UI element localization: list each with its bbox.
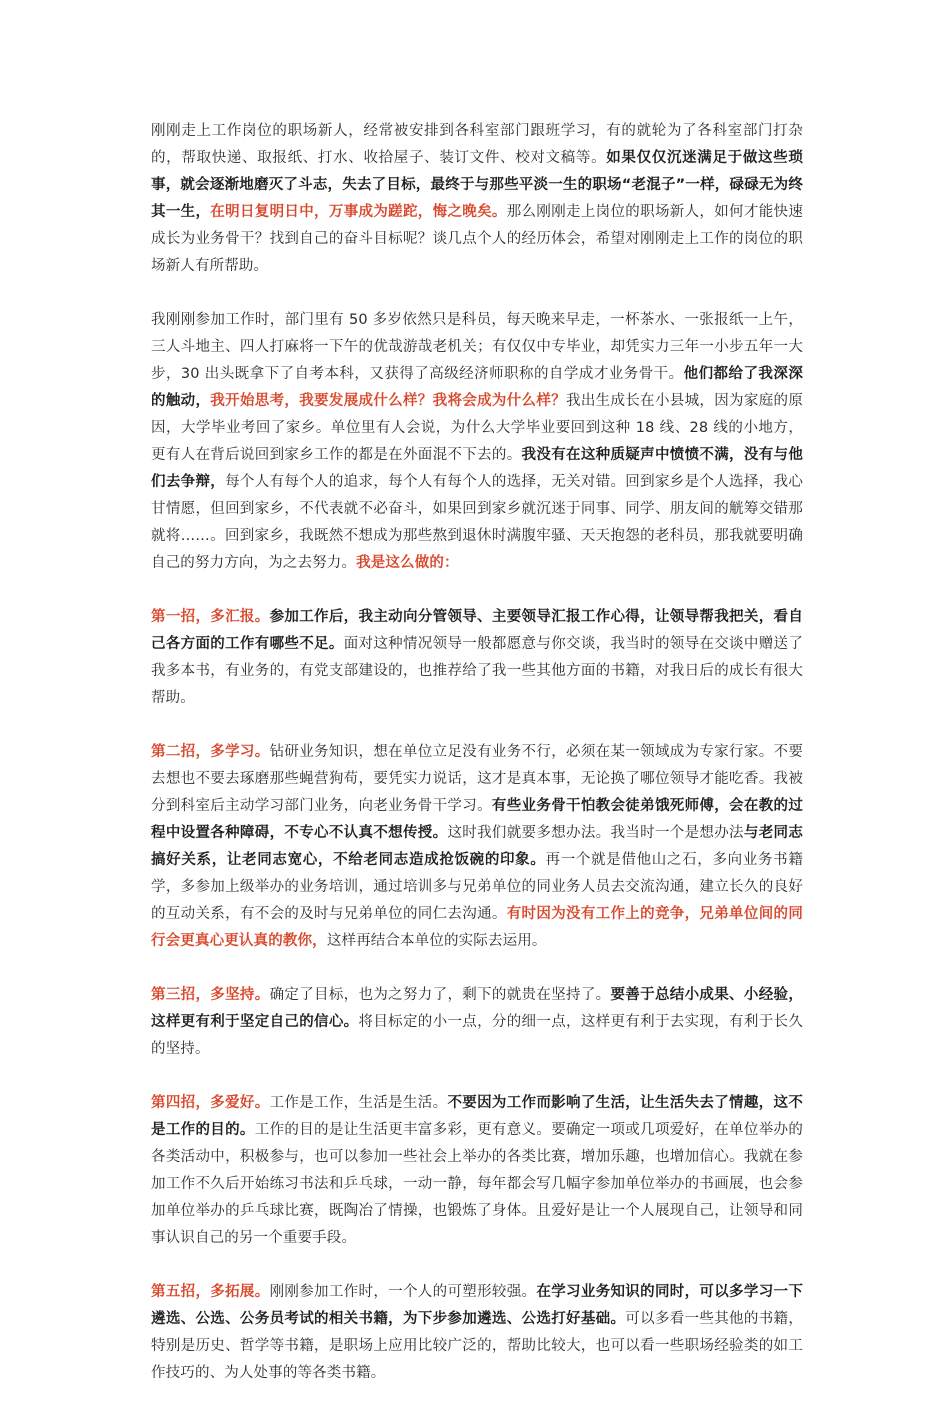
text-segment-highlight: 我是这么做的： bbox=[356, 555, 459, 571]
text-segment-bold: 在学习业务知识的同时，可以多学习一下遴选、公选、公务员考试的相关书籍，为下步参加遴选、公选打好基础。 bbox=[151, 1284, 803, 1327]
document-page bbox=[151, 118, 803, 1414]
text-segment: 刚刚参加工作时，一个人的可塑形较强。 bbox=[269, 1284, 537, 1300]
text-segment: 那么刚刚走上岗位的职场新人，如何才能快速成长为业务骨干？找到自己的奋斗目标呢？谈几点个人的经历体会，希望对刚刚走上工作的岗位的职场新人有所帮助。 bbox=[151, 204, 803, 274]
text-segment-bold: 不要因为工作而影响了生活，让生活失去了情趣，这不是工作的目的。 bbox=[151, 1095, 803, 1138]
tip-heading: 第四招，多爱好。 bbox=[151, 1095, 270, 1111]
text-segment: 每个人有每个人的追求，每个人有每个人的选择，无关对错。回到家乡是个人选择，我心甘情愿，但回到家乡，不代表就不必奋斗，如果回到家乡就沉迷于同事、同学、朋友间的觥筹交错那就将……。回到家乡，我既然不想成为那些熬到退休时满腹牢骚、天天抱怨的老科员，那我就要明确自己的努力方向，为之去努力。 bbox=[151, 474, 803, 571]
text-segment-bold: 要善于总结小成果、小经验，这样更有利于坚定自己的信心。 bbox=[151, 987, 803, 1030]
tip-heading: 第一招，多汇报。 bbox=[151, 609, 270, 625]
text-segment: 我刚刚参加工作时，部门里有 50 多岁依然只是科员，每天晚来早走，一杯茶水、一张报纸一上午，三人斗地主、四人打麻将一下午的优哉游哉老机关；有仅仅中专毕业，却凭实力三年一小步五年一大步，30 出头既拿下了自考本科，又获得了高级经济师职称的自学成才业务骨干。 bbox=[151, 312, 803, 382]
text-segment: 这时我们就要多想办法。我当时一个是想办法 bbox=[447, 825, 744, 841]
paragraph-tip-4 bbox=[151, 1090, 803, 1252]
text-segment-bold: 参加工作后，我主动向分管领导、主要领导汇报工作心得，让领导帮我把关，看自己各方面的工作有哪些不足。 bbox=[151, 609, 803, 652]
text-segment-highlight: 我开始思考，我要发展成什么样？我将会成为什么样？ bbox=[210, 393, 567, 409]
paragraph-tip-3 bbox=[151, 982, 803, 1063]
text-segment: 工作的目的是让生活更丰富多彩，更有意义。要确定一项或几项爱好，在单位举办的各类活动中，积极参与，也可以参加一些社会上举办的各类比赛，增加乐趣，也增加信心。我就在参加工作不久后开始练习书法和乒乓球，一动一静，每年都会写几幅字参加单位举办的书画展，也会参加单位举办的乒乓球比赛，既陶冶了情操，也锻炼了身体。且爱好是让一个人展现自己，让领导和同事认识自己的另一个重要手段。 bbox=[151, 1122, 803, 1246]
text-segment-bold: 我没有在这种质疑声中愤愤不满，没有与他们去争辩， bbox=[151, 447, 803, 490]
text-segment: 将目标定的小一点，分的细一点，这样更有利于去实现，有利于长久的坚持。 bbox=[151, 1014, 803, 1057]
text-segment: 确定了目标，也为之努力了，剩下的就贵在坚持了。 bbox=[269, 987, 611, 1003]
text-segment-bold: 有些业务骨干怕教会徒弟饿死师傅，会在教的过程中设置各种障碍，不专心不认真不想传授。 bbox=[151, 798, 803, 841]
text-segment: 面对这种情况领导一般都愿意与你交谈，我当时的领导在交谈中赠送了我多本书，有业务的，有党支部建设的，也推荐给了我一些其他方面的书籍，对我日后的成长有很大帮助。 bbox=[151, 636, 803, 706]
paragraph-tip-2 bbox=[151, 739, 803, 955]
tip-heading: 第五招，多拓展。 bbox=[151, 1284, 270, 1300]
text-segment-highlight: 有时因为没有工作上的竞争，兄弟单位间的同行会更真心更认真的教你， bbox=[151, 906, 803, 949]
paragraph-tip-1 bbox=[151, 604, 803, 712]
text-segment: 工作是工作，生活是生活。 bbox=[269, 1095, 448, 1111]
text-segment-bold: 与老同志搞好关系，让老同志宽心，不给老同志造成抢饭碗的印象。 bbox=[151, 825, 803, 868]
tip-heading: 第三招，多坚持。 bbox=[151, 987, 270, 1003]
text-segment: 可以多看一些其他的书籍，特别是历史、哲学等书籍，是职场上应用比较广泛的，帮助比较大，也可以看一些职场经验类的如工作技巧的、为人处事的等各类书籍。 bbox=[151, 1311, 803, 1381]
text-segment-bold: 他们都给了我深深的触动， bbox=[151, 366, 804, 409]
paragraph-intro bbox=[151, 118, 803, 280]
text-segment: 刚刚走上工作岗位的职场新人，经常被安排到各科室部门跟班学习，有的就轮为了各科室部门打杂的，帮取快递、取报纸、打水、收拾屋子、装订文件、校对文稿等。 bbox=[151, 123, 803, 166]
text-segment: 钻研业务知识，想在单位立足没有业务不行，必须在某一领域成为专家行家。不要去想也不要去琢磨那些蝇营狗苟，要凭实力说话，这才是真本事，无论换了哪位领导才能吃香。我被分到科室后主动学习部门业务，向老业务骨干学习。 bbox=[151, 744, 803, 814]
text-segment: 我出生成长在小县城，因为家庭的原因，大学毕业考回了家乡。单位里有人会说，为什么大学毕业要回到这种 18 线、28 线的小地方，更有人在背后说回到家乡工作的都是在外面混不下去的。 bbox=[151, 393, 803, 463]
paragraph-tip-5 bbox=[151, 1279, 803, 1387]
text-segment-highlight: 在明日复明日中，万事成为蹉跎，悔之晚矣。 bbox=[210, 204, 507, 220]
text-segment: 这样再结合本单位的实际去运用。 bbox=[326, 933, 547, 949]
tip-heading: 第二招，多学习。 bbox=[151, 744, 270, 760]
paragraph-background bbox=[151, 307, 803, 577]
text-segment-bold: 如果仅仅沉迷满足于做这些琐事，就会逐渐地磨灭了斗志，失去了目标，最终于与那些平淡一生的职场“老混子”一样，碌碌无为终其一生， bbox=[151, 150, 803, 220]
text-segment: 再一个就是借他山之石，多向业务书籍学，多参加上级举办的业务培训，通过培训多与兄弟单位的同业务人员去交流沟通，建立长久的良好的互动关系，有不会的及时与兄弟单位的同仁去沟通。 bbox=[151, 852, 803, 922]
